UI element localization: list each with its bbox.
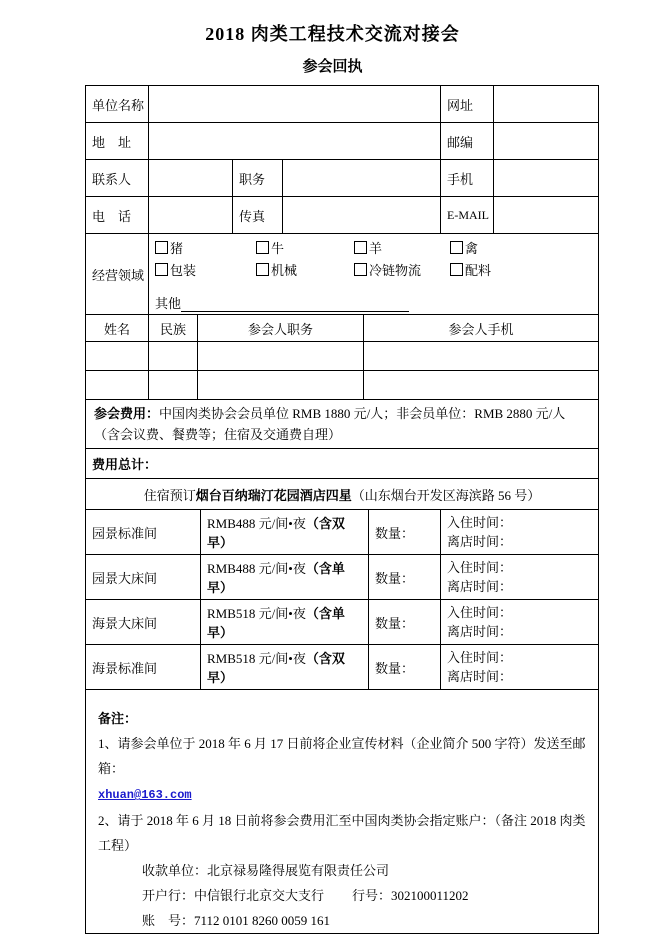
account-line: 账 号：7112 0101 8260 0059 161 [142, 913, 331, 928]
checkbox-icon [155, 241, 168, 254]
checkbox-poultry[interactable] [450, 238, 592, 257]
checkout-label: 离店时间： [447, 579, 513, 594]
checkbox-icon [354, 263, 367, 276]
fees-total-label: 费用总计： [92, 457, 158, 472]
hotel-name: 烟台百纳瑞汀花园酒店四星 [195, 487, 352, 503]
checkbox-sheep[interactable] [354, 238, 450, 257]
other-label: 其他 [155, 296, 182, 311]
company-name-field[interactable] [149, 86, 441, 123]
checkbox-label: 机械 [271, 263, 298, 278]
notes-section [85, 689, 599, 934]
website-field[interactable] [494, 86, 599, 123]
room-breakfast: （含双早） [207, 651, 345, 685]
notes-heading: 备注： [98, 711, 138, 726]
checkbox-icon [155, 263, 168, 276]
email-link[interactable]: xhuan@163.com [98, 788, 192, 802]
fees-text2: （含会议费、餐费等；住宿及交通费自理） [94, 427, 342, 442]
fees-text: 中国肉类协会会员单位 RMB 1880 元/人；非会员单位：RMB 2880 元/人 [159, 406, 566, 421]
fees-info [86, 400, 599, 449]
room-price [201, 600, 369, 645]
hotel-section [85, 478, 599, 690]
participant-name-field[interactable] [86, 342, 149, 371]
checkbox-label: 牛 [271, 241, 285, 256]
payee-line: 收款单位：北京禄易隆得展览有限责任公司 [142, 863, 390, 878]
room-type: 园景标准间 [86, 510, 201, 555]
form-table [85, 85, 598, 934]
phone-field[interactable] [149, 197, 233, 234]
checkout-label: 离店时间： [447, 624, 513, 639]
participant-mobile-header: 参会人手机 [364, 315, 599, 342]
company-name-label: 单位名称 [86, 86, 149, 123]
other-field[interactable] [181, 297, 409, 312]
checkbox-label: 猪 [170, 241, 184, 256]
room-breakfast: （含单早） [207, 561, 345, 595]
participant-position-field[interactable] [198, 342, 364, 371]
hotel-room-row [86, 510, 599, 555]
participants-section [85, 314, 599, 400]
address-field[interactable] [149, 123, 441, 160]
checkbox-machinery[interactable] [256, 260, 354, 279]
hotel-header [86, 479, 599, 510]
participant-row [86, 371, 599, 400]
room-price [201, 555, 369, 600]
checkbox-icon [256, 263, 269, 276]
bank-number: 行号：302100011202 [352, 888, 469, 903]
hotel-room-row [86, 600, 599, 645]
room-times-field[interactable] [441, 555, 599, 600]
checkin-label: 入住时间： [447, 560, 513, 575]
contact-section [85, 85, 599, 234]
checkbox-icon [450, 263, 463, 276]
participant-mobile-field[interactable] [364, 342, 599, 371]
qty-label: 数量： [375, 660, 415, 676]
room-price-text: RMB518 元/间•夜 [207, 651, 306, 666]
notes-cell [86, 690, 599, 934]
room-breakfast: （含双早） [207, 516, 345, 550]
checkbox-label: 包装 [170, 263, 197, 278]
position-field[interactable] [283, 160, 441, 197]
checkbox-label: 配料 [465, 263, 492, 278]
checkbox-packaging[interactable] [155, 260, 256, 279]
fees-section [85, 399, 599, 479]
bank-name: 开户行：中信银行北京交大支行 [142, 888, 325, 903]
checkbox-cattle[interactable] [256, 238, 354, 257]
checkout-label: 离店时间： [447, 534, 513, 549]
contact-person-label: 联系人 [86, 160, 149, 197]
room-price [201, 510, 369, 555]
page-subtitle: 参会回执 [302, 59, 363, 75]
business-fields-cell [149, 234, 599, 315]
room-type: 海景标准间 [86, 645, 201, 690]
checkbox-label: 羊 [369, 241, 383, 256]
checkin-label: 入住时间： [447, 650, 513, 665]
fees-label: 参会费用： [94, 406, 160, 421]
checkbox-label: 冷链物流 [369, 263, 422, 278]
participant-name-header: 姓名 [86, 315, 149, 342]
position-label: 职务 [233, 160, 283, 197]
participant-mobile-field[interactable] [364, 371, 599, 400]
email-field[interactable] [494, 197, 599, 234]
address-label: 地 址 [86, 123, 149, 160]
mobile-field[interactable] [494, 160, 599, 197]
room-qty-field[interactable] [369, 555, 441, 600]
postcode-field[interactable] [494, 123, 599, 160]
postcode-label: 邮编 [441, 123, 494, 160]
hotel-address: （山东烟台开发区海滨路 56 号） [351, 487, 541, 503]
qty-label: 数量： [375, 525, 415, 541]
mobile-label: 手机 [441, 160, 494, 197]
room-qty-field[interactable] [369, 510, 441, 555]
room-times-field[interactable] [441, 645, 599, 690]
fax-label: 传真 [233, 197, 283, 234]
business-fields-label: 经营领域 [86, 234, 149, 315]
checkbox-icon [450, 241, 463, 254]
qty-label: 数量： [375, 570, 415, 586]
participant-ethnicity-field[interactable] [149, 371, 198, 400]
contact-person-field[interactable] [149, 160, 233, 197]
room-price-text: RMB488 元/间•夜 [207, 561, 306, 576]
participant-name-field[interactable] [86, 371, 149, 400]
participant-ethnicity-header: 民族 [149, 315, 198, 342]
checkbox-pig[interactable] [155, 238, 256, 257]
participant-row [86, 342, 599, 371]
participant-position-field[interactable] [198, 371, 364, 400]
room-qty-field[interactable] [369, 645, 441, 690]
participant-position-header: 参会人职务 [198, 315, 364, 342]
website-label: 网址 [441, 86, 494, 123]
checkin-label: 入住时间： [447, 515, 513, 530]
fax-field[interactable] [283, 197, 441, 234]
room-breakfast: （含单早） [207, 606, 345, 640]
checkin-label: 入住时间： [447, 605, 513, 620]
room-qty-field[interactable] [369, 600, 441, 645]
business-section [85, 233, 599, 315]
phone-label: 电 话 [86, 197, 149, 234]
checkbox-label: 禽 [465, 241, 479, 256]
checkout-label: 离店时间： [447, 669, 513, 684]
room-type: 海景大床间 [86, 600, 201, 645]
notes-item-2: 2、请于 2018 年 6 月 18 日前将参会费用汇至中国肉类协会指定账户：（备注 2018 肉类工程） [98, 813, 586, 853]
hotel-header-prefix: 住宿预订 [143, 487, 196, 503]
page-title: 2018 肉类工程技术交流对接会 [205, 24, 460, 44]
fees-total-field[interactable] [86, 449, 599, 479]
hotel-room-row [86, 555, 599, 600]
checkbox-icon [354, 241, 367, 254]
room-price-text: RMB518 元/间•夜 [207, 606, 306, 621]
participant-ethnicity-field[interactable] [149, 342, 198, 371]
bank-line [98, 883, 588, 908]
room-type: 园景大床间 [86, 555, 201, 600]
email-label: E-MAIL [441, 197, 494, 234]
hotel-room-row [86, 645, 599, 690]
checkbox-cold-chain[interactable] [354, 260, 450, 279]
room-price-text: RMB488 元/间•夜 [207, 516, 306, 531]
room-price [201, 645, 369, 690]
checkbox-ingredients[interactable] [450, 260, 592, 279]
checkbox-icon [256, 241, 269, 254]
qty-label: 数量： [375, 615, 415, 631]
notes-item-1: 1、请参会单位于 2018 年 6 月 17 日前将企业宣传材料（企业简介 500 字符）发送至邮箱： [98, 736, 586, 776]
room-times-field[interactable] [441, 510, 599, 555]
room-times-field[interactable] [441, 600, 599, 645]
